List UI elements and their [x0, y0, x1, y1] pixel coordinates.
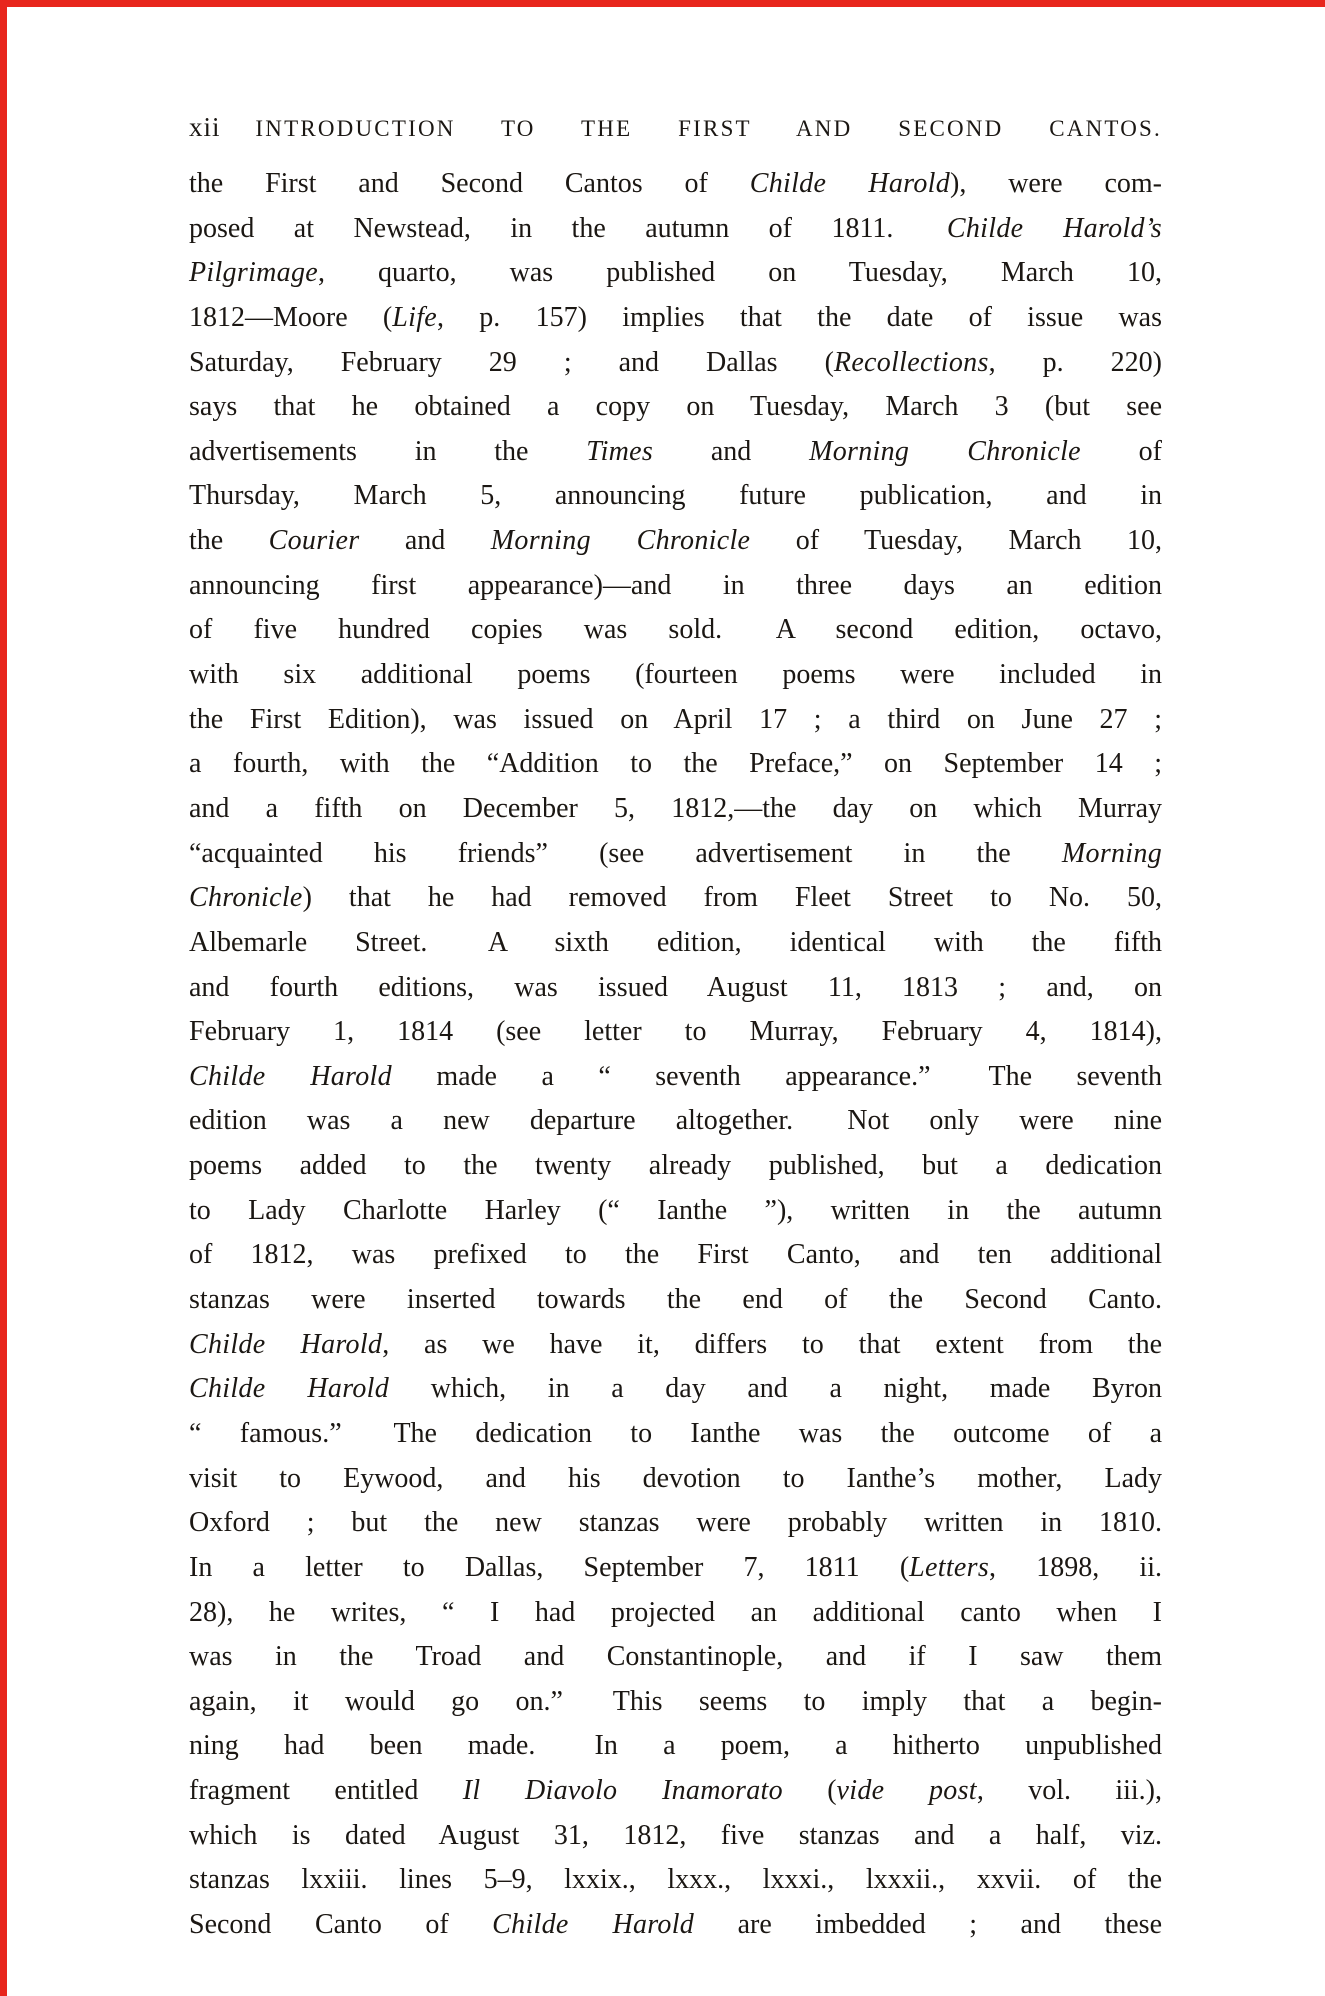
text-line: “ famous.” The dedication to Ianthe was the outcome of a [189, 1417, 1162, 1449]
italic-text: Childe Harold [189, 1373, 390, 1405]
text-line: posed at Newstead, in the autumn of 1811. Childe Harold’s [189, 212, 1162, 244]
text-line: Saturday, February 29 ; and Dallas (Recollections, p. 220) [189, 346, 1162, 378]
italic-text: Morning [1061, 837, 1162, 869]
body-text [189, 162, 1162, 1948]
page-number-folio: xii [189, 112, 221, 142]
text-line: a fourth, with the “Addition to the Preface,” on September 14 ; [189, 748, 1162, 780]
italic-text: Life [392, 301, 438, 333]
text-line: which is dated August 31, 1812, five stanzas and a half, viz. [189, 1819, 1162, 1851]
text-line: In a letter to Dallas, September 7, 1811 (Letters, 1898, ii. [189, 1551, 1162, 1583]
text-line: the First and Second Cantos of Childe Harold), were com- [189, 168, 1163, 199]
italic-text: Recollections [833, 346, 989, 378]
text-line: Oxford ; but the new stanzas were probably written in 1810. [189, 1507, 1162, 1539]
text-line: Childe Harold, as we have it, differs to that extent from the [189, 1328, 1163, 1360]
italic-text: Letters [909, 1551, 990, 1583]
italic-text: Childe Harold [189, 1328, 383, 1360]
italic-text: Il Diavolo Inamorato [462, 1775, 783, 1807]
italic-text: Courier [268, 525, 360, 557]
text-line: Childe Harold which, in a day and a night, made Byron [189, 1373, 1162, 1405]
italic-text: Morning Chronicle [490, 525, 751, 557]
italic-text: Pilgrimage [189, 257, 318, 289]
text-line: “acquainted his friends” (see advertisement in the Morning [189, 837, 1162, 869]
text-line: of 1812, was prefixed to the First Canto, and ten additional [189, 1239, 1162, 1271]
italic-text: Morning Chronicle [809, 435, 1081, 467]
text-line: visit to Eywood, and his devotion to Ianthe’s mother, Lady [189, 1462, 1162, 1494]
text-line: Childe Harold made a “ seventh appearance.” The seventh [189, 1060, 1162, 1092]
text-line: Thursday, March 5, announcing future publication, and in [189, 480, 1162, 512]
italic-text: Childe Harold’s [946, 212, 1162, 244]
italic-text: Childe Harold [492, 1908, 695, 1940]
text-line: Second Canto of Childe Harold are imbedded ; and these [189, 1908, 1162, 1940]
text-line: with six additional poems (fourteen poems were included in [189, 659, 1162, 691]
text-line: and a fifth on December 5, 1812,—the day on which Murray [189, 792, 1162, 824]
text-line: 1812—Moore (Life, p. 157) implies that the date of issue was [189, 301, 1162, 333]
text-line: and fourth editions, was issued August 11, 1813 ; and, on [189, 971, 1162, 1003]
text-line: Albemarle Street. A sixth edition, identical with the fifth [189, 926, 1162, 958]
text-line: 28), he writes, “ I had projected an additional canto when I [189, 1596, 1162, 1628]
text-line: Chronicle) that he had removed from Fleet Street to No. 50, [189, 882, 1162, 914]
italic-text: vide post [836, 1775, 977, 1807]
text-line: says that he obtained a copy on Tuesday, March 3 (but see [189, 391, 1162, 423]
text-line: the Courier and Morning Chronicle of Tuesday, March 10, [189, 525, 1162, 557]
text-line: to Lady Charlotte Harley (“ Ianthe ”), written in the autumn [189, 1194, 1162, 1226]
scan-edge-left [0, 0, 7, 1996]
text-line: again, it would go on.” This seems to imply that a begin- [189, 1685, 1162, 1717]
text-line: stanzas lxxiii. lines 5–9, lxxix., lxxx., lxxxi., lxxxii., xxvii. of the [189, 1864, 1162, 1896]
italic-text: Childe Harold [189, 1060, 392, 1092]
text-line: Pilgrimage, quarto, was published on Tuesday, March 10, [189, 257, 1162, 289]
text-line: stanzas were inserted towards the end of the Second Canto. [189, 1284, 1162, 1316]
text-line: February 1, 1814 (see letter to Murray, February 4, 1814), [189, 1016, 1162, 1048]
text-line: of five hundred copies was sold. A second edition, octavo, [189, 614, 1162, 646]
text-line: ning had been made. In a poem, a hitherto unpublished [189, 1730, 1162, 1762]
text-line: poems added to the twenty already published, but a dedication [189, 1150, 1162, 1182]
text-line: was in the Troad and Constantinople, and if I saw them [189, 1641, 1162, 1673]
text-line: announcing first appearance)—and in three days an edition [189, 569, 1162, 601]
scan-edge-top [0, 0, 1325, 7]
italic-text: Times [586, 435, 654, 467]
text-line: advertisements in the Times and Morning Chronicle of [189, 435, 1162, 467]
running-header [189, 112, 1162, 143]
italic-text: Chronicle [189, 882, 303, 914]
text-line: fragment entitled Il Diavolo Inamorato (vide post, vol. iii.), [189, 1775, 1162, 1807]
text-line: edition was a new departure altogether. Not only were nine [189, 1105, 1162, 1137]
running-header-title: INTRODUCTION TO THE FIRST AND SECOND CANTOS. [255, 116, 1162, 141]
italic-text: Childe Harold [749, 168, 951, 199]
text-line: the First Edition), was issued on April 17 ; a third on June 27 ; [189, 703, 1162, 735]
